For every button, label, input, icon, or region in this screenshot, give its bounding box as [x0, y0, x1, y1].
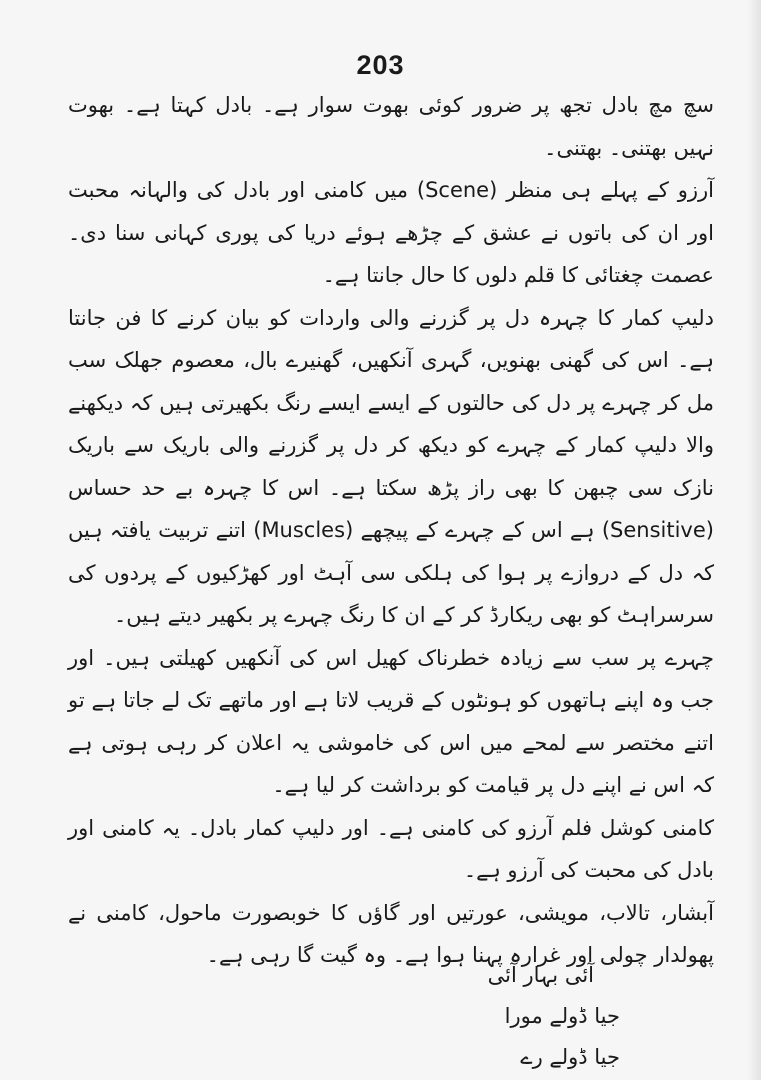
- page-edge-shadow: [747, 0, 761, 1080]
- page-number: 203: [356, 50, 405, 80]
- song-line-2: جیا ڈولے مورا: [504, 1004, 620, 1028]
- song-verse: [420, 955, 620, 1078]
- paragraph-1: سچ مچ بادل تجھ پر ضرور کوئی بھوت سوار ہے۔ بادل کہتا ہے۔ بھوت نہیں بھتنی۔ بھتنی۔: [68, 93, 714, 160]
- paragraph-3: دلیپ کمار کا چہرہ دل پر گزرنے والی واردات کو بیان کرنے کا فن جانتا ہے۔ اس کی گھنی بھنویں، گہری آنکھیں، گھنیرے بال، معصوم جھلک سب مل کر چہرے پر دل کی حالتوں کے ایسے ایسے رنگ بکھیرتی ہیں کہ دیکھنے والا دلیپ کمار کے چہرے کو دیکھ کر دل پر گزرنے والی باریک سے باریک نازک سی چبھن کا بھی راز پڑھ سکتا ہے۔ اس کا چہرہ بے حد حساس (Sensitive) ہے اس کے چہرے کے پیچھے (Muscles) اتنے تربیت یافتہ ہیں کہ دل کے دروازے پر ہوا کی ہلکی سی آہٹ اور کھڑکیوں کے پردوں کی سرسراہٹ کو بھی ریکارڈ کر کے ان کا رنگ چہرے پر بکھیر دیتے ہیں۔: [68, 305, 714, 627]
- paragraph-6: آبشار، تالاب، مویشی، عورتیں اور گاؤں کا خوبصورت ماحول، کامنی نے پھولدار چولی اور غرارہ پہنا ہوا ہے۔ وہ گیت گا رہی ہے۔: [68, 900, 714, 967]
- song-line-3: جیا ڈولے رے: [520, 1045, 620, 1069]
- paragraph-2: آرزو کے پہلے ہی منظر (Scene) میں کامنی اور بادل کی والہانہ محبت اور ان کی باتوں نے عشق کے چڑھے ہوئے دریا کی پوری کہانی سنا دی۔ عصمت چغتائی کا قلم دلوں کا حال جانتا ہے۔: [68, 178, 714, 287]
- paragraph-4: چہرے پر سب سے زیادہ خطرناک کھیل اس کی آنکھیں کھیلتی ہیں۔ اور جب وہ اپنے ہاتھوں کو ہونٹوں کے قریب لاتا ہے اور ماتھے تک لے جاتا ہے تو اتنے مختصر سے لمحے میں اس کی خاموشی یہ اعلان کر رہی ہوتی ہے کہ اس نے اپنے دل پر قیامت کو برداشت کر لیا ہے۔: [68, 645, 714, 797]
- body-text: [68, 84, 714, 977]
- paragraph-5: کامنی کوشل فلم آرزو کی کامنی ہے۔ اور دلیپ کمار بادل۔ یہ کامنی اور بادل کی محبت کی آرزو ہے۔: [68, 815, 714, 882]
- song-line-1: آئی بہار آئی: [487, 963, 594, 987]
